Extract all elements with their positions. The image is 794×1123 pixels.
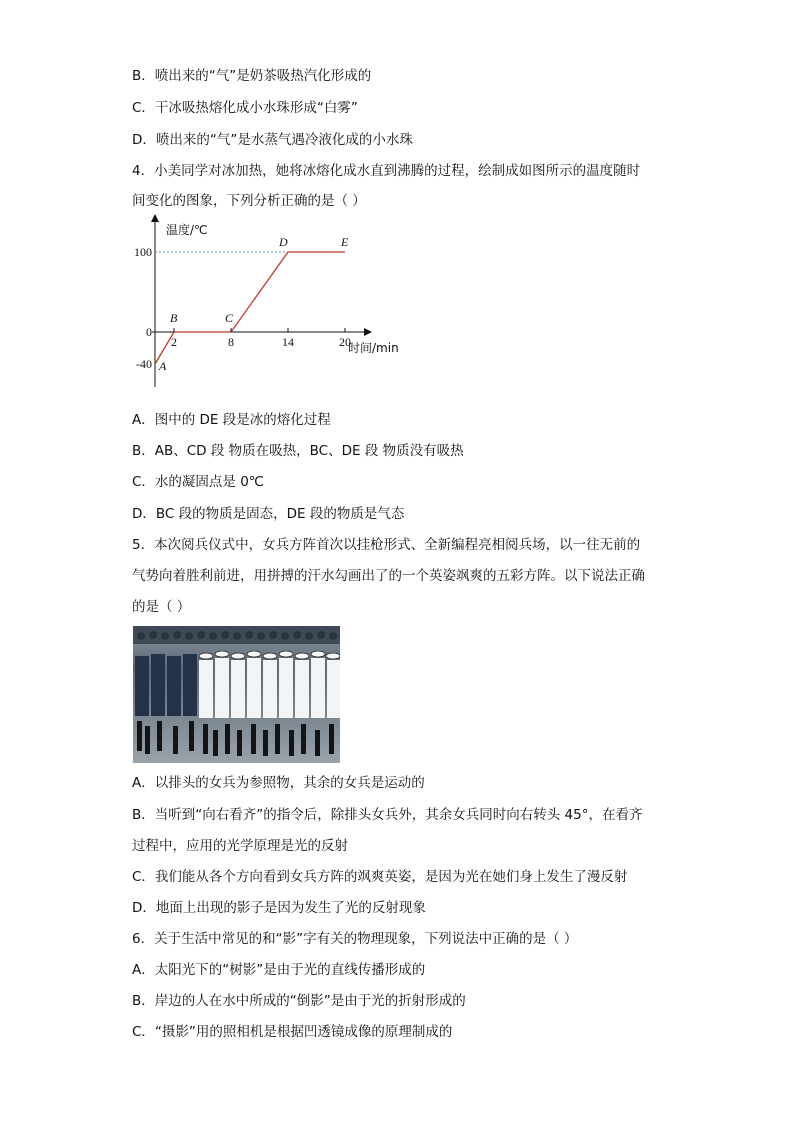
q5-option-d: D．地面上出现的影子是因为发生了光的反射现象 xyxy=(132,900,426,916)
y-tick-label: 100 xyxy=(134,245,152,259)
q5-option-c: C．我们能从各个方向看到女兵方阵的飒爽英姿，是因为光在她们身上发生了漫反射 xyxy=(132,869,628,885)
q6-option-a: A．太阳光下的“树影”是由于光的直线传播形成的 xyxy=(132,962,426,978)
point-label-a: A xyxy=(159,359,167,373)
y-axis-label: 温度/℃ xyxy=(166,223,208,237)
q5-option-a: A．以排头的女兵为参照物，其余的女兵是运动的 xyxy=(132,775,425,791)
x-axis-label: 时间/min xyxy=(348,341,399,355)
q3-option-b: B．喷出来的“气”是奶茶吸热汽化形成的 xyxy=(132,68,372,84)
temperature-time-chart xyxy=(132,212,412,397)
q3-option-d: D．喷出来的“气”是水蒸气遇冷液化成的小水珠 xyxy=(132,132,413,148)
x-tick-label: 20 xyxy=(339,335,351,349)
q6-option-b: B．岸边的人在水中所成的“倒影”是由于光的折射形成的 xyxy=(132,993,466,1009)
x-tick-label: 8 xyxy=(228,335,234,349)
y-tick-label: -40 xyxy=(136,357,152,371)
q5-stem-line2: 气势向着胜利前进，用拼搏的汗水勾画出了的一个英姿飒爽的五彩方阵。以下说法正确 xyxy=(132,568,645,584)
point-label-b: B xyxy=(170,311,178,325)
parade-photo xyxy=(133,626,340,763)
q4-option-b: B．AB、CD 段 物质在吸热，BC、DE 段 物质没有吸热 xyxy=(132,443,464,459)
q5-option-b-line1: B．当听到“向右看齐”的指令后，除排头女兵外，其余女兵同时向右转头 45°，在看齐 xyxy=(132,807,643,823)
q4-stem-line1: 4．小美同学对冰加热，她将冰熔化成水直到沸腾的过程，绘制成如图所示的温度随时 xyxy=(132,163,641,179)
q6-stem: 6．关于生活中常见的和“影”字有关的物理现象，下列说法中正确的是（ ） xyxy=(132,931,578,947)
point-label-c: C xyxy=(225,311,234,325)
y-tick-label: 0 xyxy=(146,325,152,339)
q5-option-b-line2: 过程中，应用的光学原理是光的反射 xyxy=(132,838,348,854)
q5-stem-line3: 的是（ ） xyxy=(132,599,191,615)
point-label-d: D xyxy=(279,235,288,249)
q4-option-a: A．图中的 DE 段是冰的熔化过程 xyxy=(132,412,331,428)
q5-stem-line1: 5．本次阅兵仪式中，女兵方阵首次以挂枪形式、全新编程亮相阅兵场，以一往无前的 xyxy=(132,537,641,553)
q6-option-c: C．“摄影”用的照相机是根据凹透镜成像的原理制成的 xyxy=(132,1024,453,1040)
q3-option-c: C．干冰吸热熔化成小水珠形成“白雾” xyxy=(132,100,358,116)
temperature-curve xyxy=(155,252,345,364)
q4-option-d: D．BC 段的物质是固态，DE 段的物质是气态 xyxy=(132,506,405,522)
q4-option-c: C．水的凝固点是 0℃ xyxy=(132,474,264,490)
q4-stem-line2: 间变化的图象，下列分析正确的是（ ） xyxy=(132,193,366,209)
parade-photo-illustration xyxy=(133,626,340,763)
x-tick-label: 14 xyxy=(282,335,294,349)
point-label-e: E xyxy=(341,235,349,249)
x-tick-label: 2 xyxy=(171,335,177,349)
